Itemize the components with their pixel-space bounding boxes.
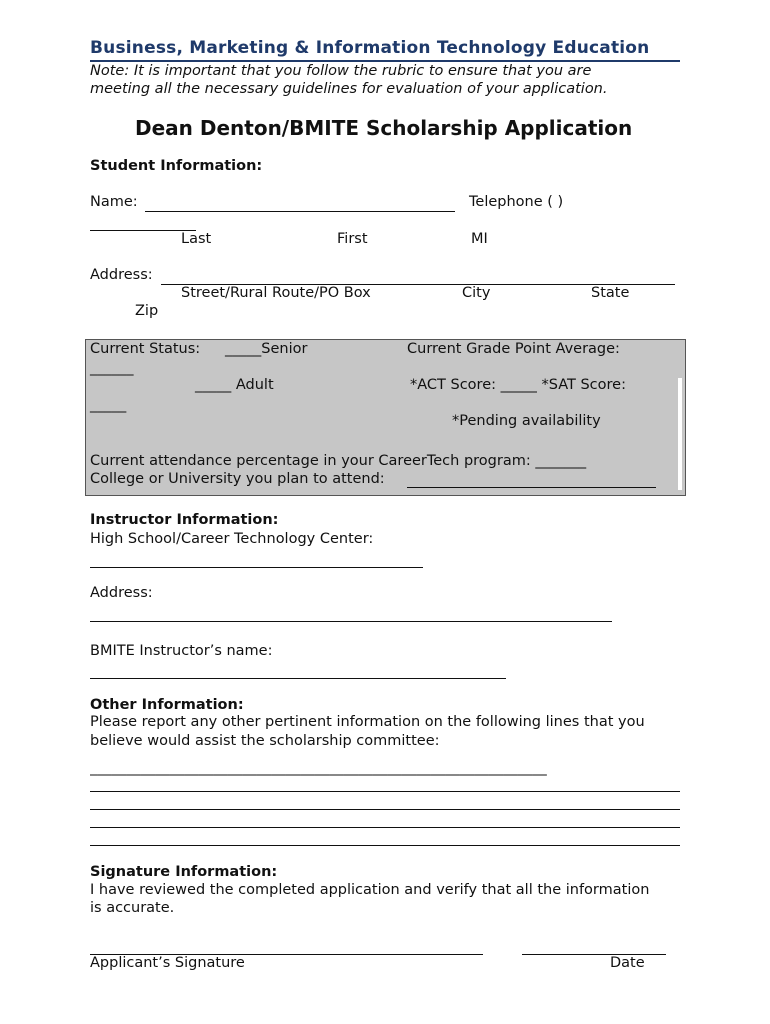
school-label: High School/Career Technology Center:: [90, 531, 374, 547]
act-sat-label: *ACT Score: _____ *SAT Score:: [410, 377, 626, 393]
signature-text-2: is accurate.: [90, 900, 175, 916]
other-info-heading: Other Information:: [90, 697, 244, 713]
status-box-edge: [678, 378, 682, 490]
other-info-line-2[interactable]: [90, 791, 680, 792]
college-label: College or University you plan to attend:: [90, 471, 385, 487]
name-label: Name:: [90, 194, 138, 210]
sub-label-last: Last: [181, 231, 212, 247]
header-title: Business, Marketing & Information Technology Education: [90, 38, 650, 58]
school-field-line[interactable]: [90, 567, 423, 568]
instructor-name-line[interactable]: [90, 678, 506, 679]
gpa-blank[interactable]: ______: [90, 360, 134, 376]
form-title: Dean Denton/BMITE Scholarship Application: [135, 116, 633, 140]
sub-label-state: State: [591, 285, 630, 301]
instructor-info-heading: Instructor Information:: [90, 512, 279, 528]
other-info-line-5[interactable]: [90, 845, 680, 846]
note-line-2: meeting all the necessary guidelines for evaluation of your application.: [90, 81, 608, 97]
gpa-label: Current Grade Point Average:: [407, 341, 620, 357]
note-line-1: Note: It is important that you follow the rubric to ensure that you are: [90, 63, 592, 79]
current-status-label: Current Status:: [90, 341, 201, 357]
attendance-label: Current attendance percentage in your CareerTech program: _______: [90, 453, 587, 469]
college-field-line[interactable]: [407, 487, 656, 488]
other-info-line-1[interactable]: _______________________________________________________________: [90, 760, 547, 776]
signature-info-heading: Signature Information:: [90, 864, 278, 880]
adult-option[interactable]: _____ Adult: [195, 377, 274, 393]
other-info-line-3[interactable]: [90, 809, 680, 810]
instructor-name-label: BMITE Instructor’s name:: [90, 643, 273, 659]
applicant-signature-label: Applicant’s Signature: [90, 955, 245, 971]
other-info-line-4[interactable]: [90, 827, 680, 828]
pending-note: *Pending availability: [452, 413, 601, 429]
instructor-address-label: Address:: [90, 585, 153, 601]
student-info-heading: Student Information:: [90, 158, 263, 174]
senior-option[interactable]: _____Senior: [225, 341, 308, 357]
sat-blank[interactable]: _____: [90, 397, 127, 413]
sub-label-first: First: [337, 231, 368, 247]
sub-label-street: Street/Rural Route/PO Box: [181, 285, 371, 301]
telephone-label: Telephone ( ): [469, 194, 564, 210]
sub-label-city: City: [462, 285, 491, 301]
sub-label-zip: Zip: [135, 303, 159, 319]
sub-label-mi: MI: [471, 231, 488, 247]
signature-text-1: I have reviewed the completed application and verify that all the information: [90, 882, 650, 898]
instructor-address-line[interactable]: [90, 621, 612, 622]
address-label: Address:: [90, 267, 153, 283]
other-info-text-1: Please report any other pertinent information on the following lines that you: [90, 714, 645, 730]
other-info-text-2: believe would assist the scholarship committee:: [90, 733, 440, 749]
name-field-line[interactable]: [145, 211, 455, 212]
header-rule: [90, 60, 680, 62]
date-label: Date: [610, 955, 645, 971]
